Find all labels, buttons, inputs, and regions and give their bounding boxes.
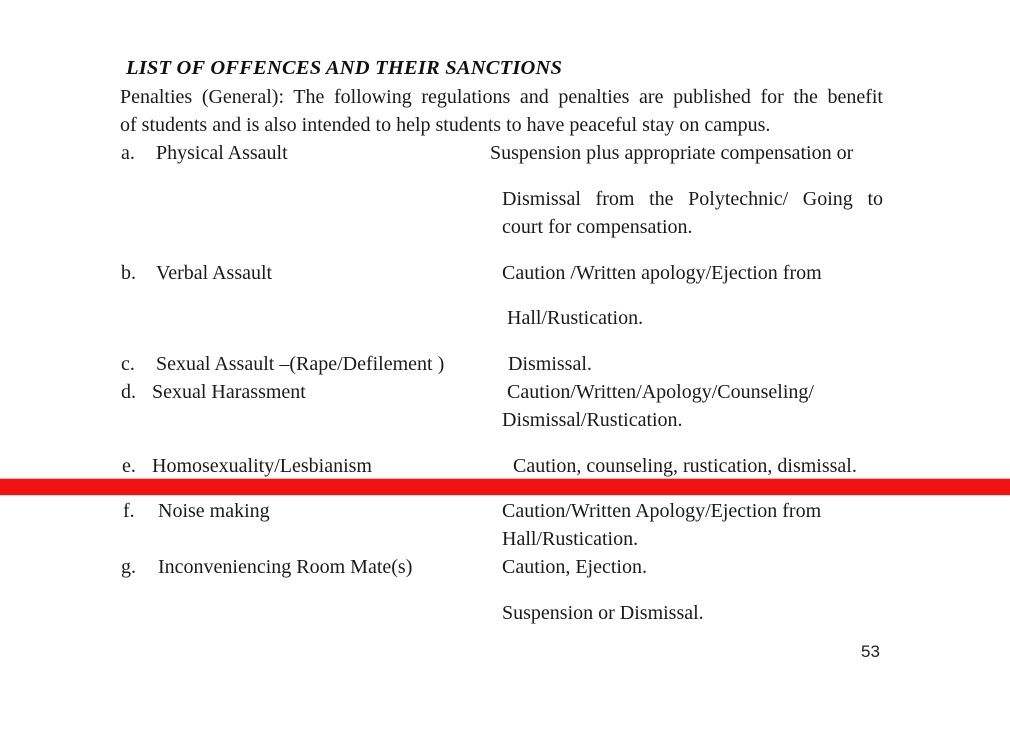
item-d-offence: Sexual Harassment: [152, 381, 306, 403]
page-title: LIST OF OFFENCES AND THEIR SANCTIONS: [126, 57, 563, 79]
item-a-letter: a.: [121, 142, 135, 164]
item-d-sanction-line-1: Caution/Written/Apology/Counseling/: [507, 381, 814, 403]
item-a-offence: Physical Assault: [156, 142, 288, 164]
item-g-letter: g.: [121, 556, 136, 578]
item-b-letter: b.: [121, 262, 136, 284]
trailing-sanction: Suspension or Dismissal.: [502, 602, 704, 624]
item-a-sanction-line-1: Suspension plus appropriate compensation or: [490, 142, 854, 164]
item-f-offence: Noise making: [158, 500, 270, 522]
item-f-letter: f.: [123, 500, 135, 522]
item-c-offence: Sexual Assault –(Rape/Defilement ): [156, 353, 445, 375]
red-highlight-stripe: [0, 478, 1010, 496]
intro-paragraph-line-2: of students and is also intended to help students to have peaceful stay on campus.: [120, 114, 771, 136]
item-d-letter: d.: [121, 381, 136, 403]
item-a-sanction-line-2: Dismissal from the Polytechnic/ Going to: [502, 188, 883, 210]
intro-paragraph-line-1: Penalties (General): The following regulations and penalties are published for the benefit: [120, 86, 883, 108]
item-b-sanction-line-1: Caution /Written apology/Ejection from: [502, 262, 822, 284]
item-e-offence: Homosexuality/Lesbianism: [152, 455, 372, 477]
item-g-sanction-line-1: Caution, Ejection.: [502, 556, 647, 578]
item-a-sanction-line-3: court for compensation.: [502, 216, 693, 238]
item-b-sanction-line-2: Hall/Rustication.: [507, 307, 644, 329]
item-f-sanction-line-2: Hall/Rustication.: [502, 528, 639, 550]
item-c-sanction-line-1: Dismissal.: [508, 353, 592, 375]
item-e-letter: e.: [122, 455, 136, 477]
item-c-letter: c.: [121, 353, 135, 375]
item-g-offence: Inconveniencing Room Mate(s): [158, 556, 413, 578]
item-b-offence: Verbal Assault: [156, 262, 273, 284]
item-e-sanction-line-1: Caution, counseling, rustication, dismissal.: [513, 455, 857, 477]
page-number: 53: [861, 642, 880, 661]
item-f-sanction-line-1: Caution/Written Apology/Ejection from: [502, 500, 822, 522]
item-d-sanction-line-2: Dismissal/Rustication.: [502, 409, 683, 431]
